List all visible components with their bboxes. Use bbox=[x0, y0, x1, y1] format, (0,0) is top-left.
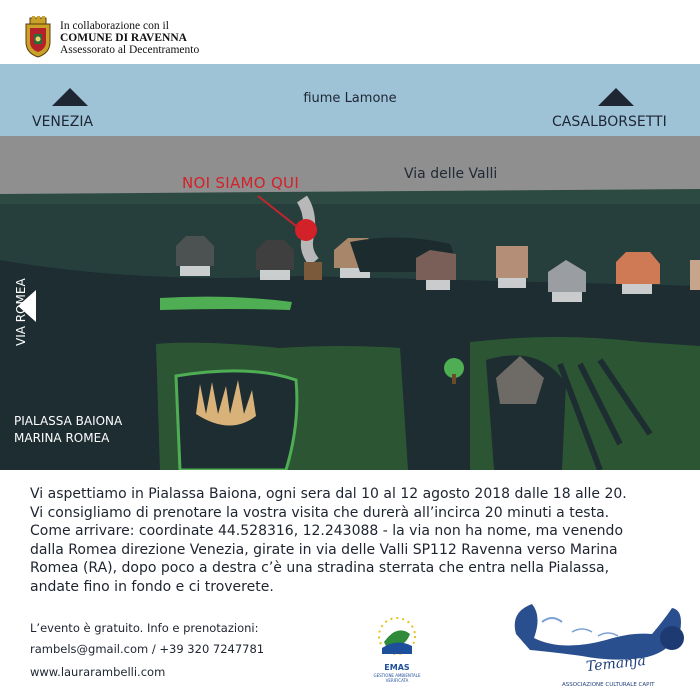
emas-subtitle bbox=[366, 673, 428, 683]
emas-title: EMAS bbox=[384, 663, 410, 672]
website-link[interactable]: www.laurarambelli.com bbox=[30, 665, 166, 679]
info-line3: Come arrivare: coordinate 44.528316, 12.243088 - la via non ha nome, ma venendo bbox=[30, 523, 624, 540]
you-are-here-label: NOI SIAMO QUI bbox=[182, 174, 300, 192]
ravenna-crest-icon bbox=[22, 16, 54, 58]
info-line2: Vi consigliamo di prenotare la vostra visita che durerà all’incirca 20 minuti a testa. bbox=[30, 504, 610, 521]
emas-icon bbox=[372, 610, 422, 666]
collab-line3: Assessorato al Decentramento bbox=[60, 44, 200, 56]
temanja-logo bbox=[502, 592, 692, 698]
venezia-label: VENEZIA bbox=[32, 114, 94, 130]
area-line1: PIALASSA BAIONA bbox=[14, 414, 123, 428]
collaboration-text bbox=[60, 20, 199, 56]
info-line1: Vi aspettiamo in Pialassa Baiona, ogni sera dal 10 al 12 agosto 2018 dalle 18 alle 20. bbox=[30, 486, 627, 502]
marker-pin-icon bbox=[295, 219, 317, 241]
area-label bbox=[14, 413, 122, 447]
collab-line2: COMUNE DI RAVENNA bbox=[60, 32, 187, 44]
info-line6: andate fino in fondo e ci troverete. bbox=[30, 578, 274, 595]
emas-logo bbox=[372, 610, 422, 690]
emas-sub1: GESTIONE AMBIENTALE bbox=[373, 673, 421, 678]
header-bar bbox=[0, 0, 700, 64]
free-event-text: L’evento è gratuito. Info e prenotazioni: bbox=[30, 621, 259, 635]
temanja-name: Temanja bbox=[585, 652, 647, 676]
event-description bbox=[30, 485, 680, 597]
email-phone-text: rambels@gmail.com / +39 320 7247781 bbox=[30, 642, 265, 656]
casalborsetti-label: CASALBORSETTI bbox=[552, 114, 667, 130]
collab-line1: In collaborazione con il bbox=[60, 20, 169, 32]
emas-sub2: VERIFICATA bbox=[385, 678, 409, 683]
temanja-subtitle: ASSOCIAZIONE CULTURALE CAPIT bbox=[562, 682, 655, 688]
area-line2: MARINA ROMEA bbox=[14, 431, 110, 445]
river-label: fiume Lamone bbox=[303, 91, 397, 106]
info-line4: dalla Romea direzione Venezia, girate in via delle Valli SP112 Ravenna verso Marina bbox=[30, 541, 618, 558]
road-label: Via delle Valli bbox=[404, 166, 498, 182]
via-romea-label: VIA ROMEA bbox=[14, 278, 28, 346]
info-line5: Romea (RA), dopo poco a destra c’è una stradina sterrata che entra nella Pialassa, bbox=[30, 560, 610, 577]
